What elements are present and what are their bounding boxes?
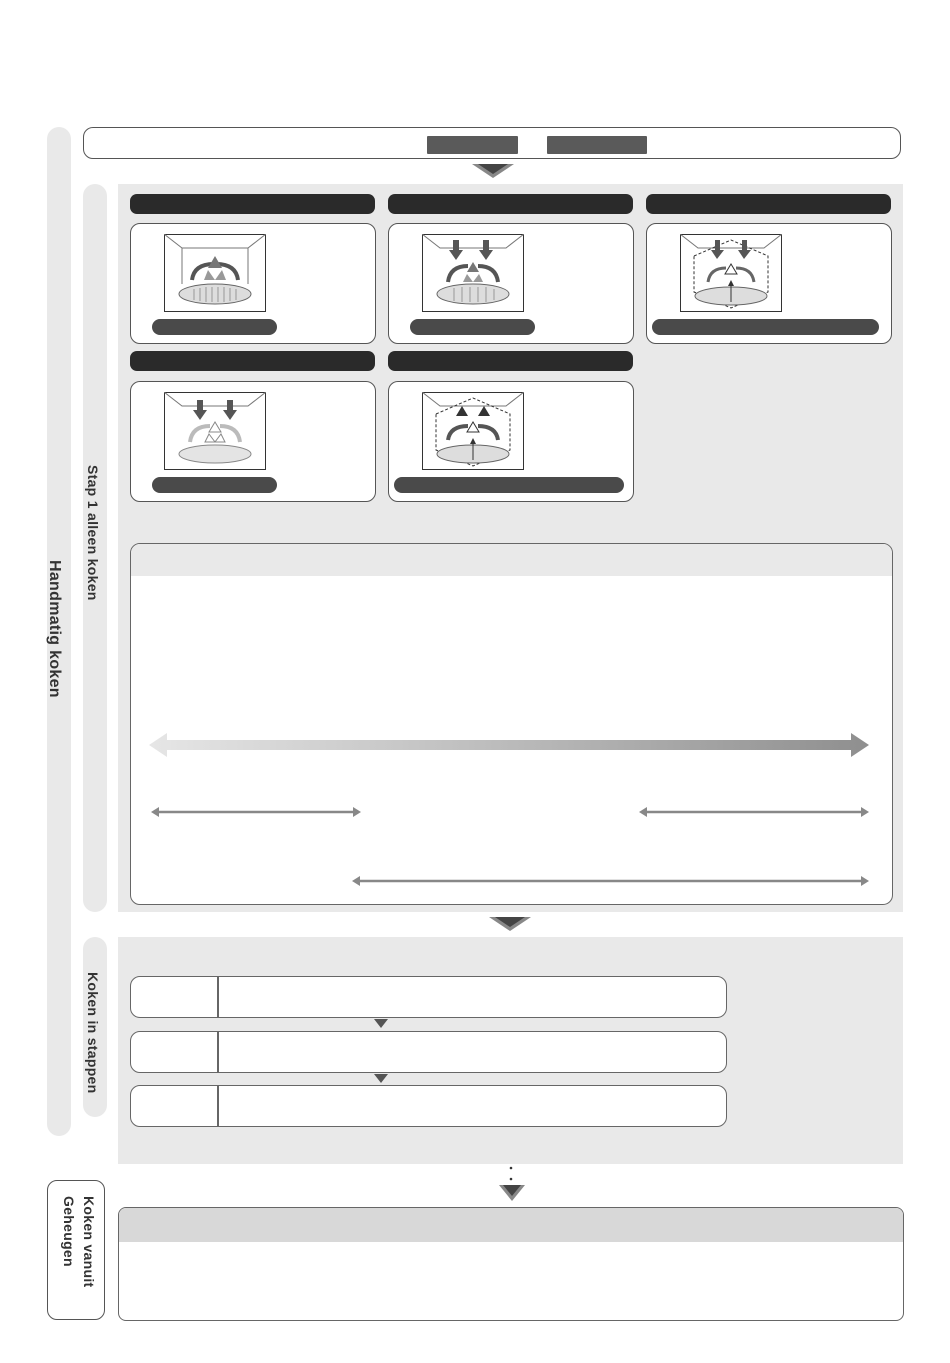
range-arrow-low	[151, 806, 361, 818]
mode-card-1[interactable]	[130, 223, 376, 344]
grill-icon	[164, 392, 266, 470]
combi-icon	[422, 392, 524, 470]
main-sidebar-label: Handmatig koken	[46, 560, 63, 698]
step-row-2[interactable]	[130, 1031, 727, 1073]
step-row-3[interactable]	[130, 1085, 727, 1127]
mode-label-pill-3	[652, 319, 879, 335]
power-range-header	[131, 544, 892, 576]
grill-microwave-icon	[422, 234, 524, 312]
mode-card-2[interactable]	[388, 223, 634, 344]
mode-card-3[interactable]	[646, 223, 892, 344]
memory-box-header	[119, 1208, 903, 1242]
mode-label-pill-5	[394, 477, 624, 493]
step1-label: Stap 1 alleen koken	[85, 465, 101, 601]
mode-header-2[interactable]	[388, 194, 633, 214]
chevron-down-icon	[499, 1185, 525, 1203]
mode-label-pill-1	[152, 319, 277, 335]
microwave-fan-icon	[164, 234, 266, 312]
step-row-divider	[217, 977, 219, 1017]
range-arrow-high	[639, 806, 869, 818]
mode-header-4[interactable]	[130, 351, 375, 371]
chevron-down-icon	[472, 162, 514, 180]
mode-header-3[interactable]	[646, 194, 891, 214]
chevron-down-icon	[489, 916, 531, 934]
combi-microwave-icon	[680, 234, 782, 312]
mode-header-5[interactable]	[388, 351, 633, 371]
range-arrow-mid	[352, 875, 869, 887]
steps-label: Koken in stappen	[85, 972, 101, 1094]
mode-card-4[interactable]	[130, 381, 376, 502]
step-row-1[interactable]	[130, 976, 727, 1018]
step-row-divider	[217, 1032, 219, 1072]
top-button-right[interactable]	[547, 136, 647, 154]
mode-label-pill-2	[410, 319, 535, 335]
top-bar	[83, 127, 901, 159]
small-down-arrow-icon	[374, 1019, 388, 1028]
power-range-box	[130, 543, 893, 905]
mode-card-5[interactable]	[388, 381, 634, 502]
memory-label: Koken vanuit Geheugen	[61, 1196, 97, 1288]
step-row-divider	[217, 1086, 219, 1126]
mode-header-1[interactable]	[130, 194, 375, 214]
small-down-arrow-icon	[374, 1074, 388, 1083]
mode-label-pill-4	[152, 477, 277, 493]
power-gradient-arrow	[149, 730, 871, 760]
memory-box	[118, 1207, 904, 1321]
top-button-left[interactable]	[427, 136, 518, 154]
dotted-connector	[508, 1165, 514, 1185]
